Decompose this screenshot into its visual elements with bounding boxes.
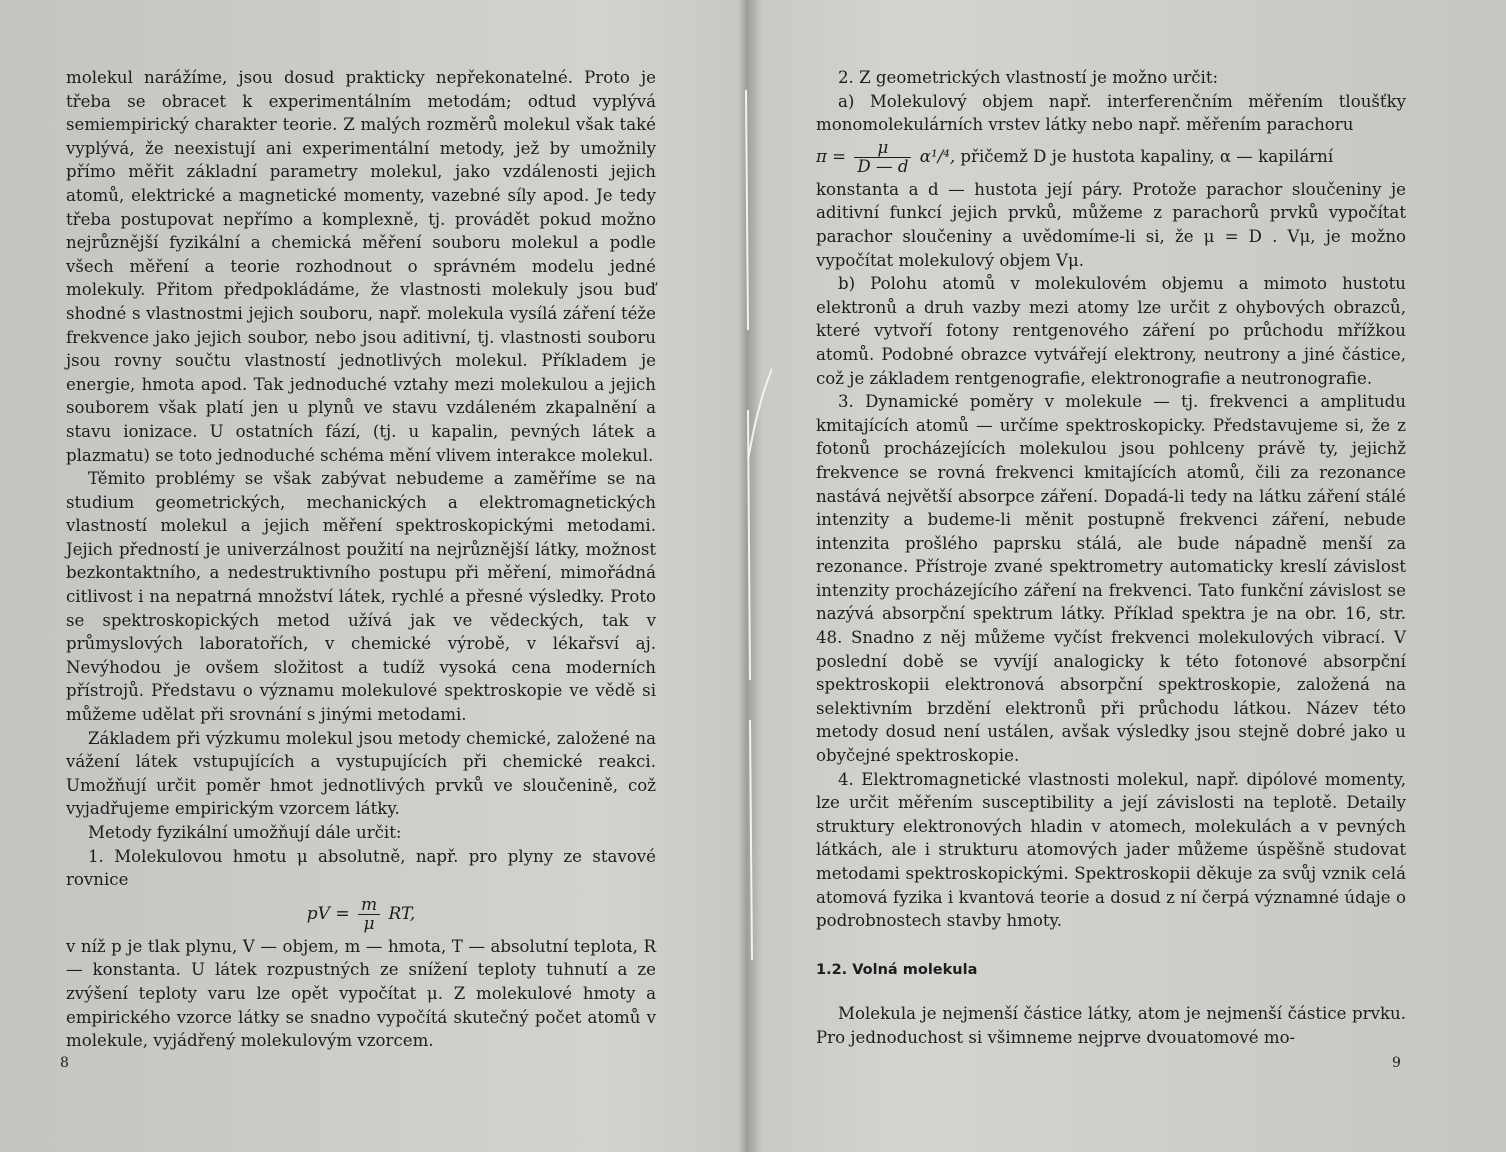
right-page-text: [816, 66, 1406, 1050]
gas-equation: [66, 896, 656, 933]
equation-denominator: μ: [363, 913, 375, 934]
paragraph: Těmito problémy se však zabývat nebudeme a zaměříme se na studium geometrických, mechanických a elektromagnetických vlastností molekul a jejich měření spektroskopickými metodami. Jejich předností je univerzálnost použití na nejrůznější látky, možnost bezkontaktního, a nedestruktivního postupu při měření, mimořádná citlivost i na nepatrná množství látek, rychlé a přesné výsledky. Proto se spektroskopických metod užívá jak ve vědeckých, tak v průmyslových laboratořích, v chemické výrobě, v lékařsví aj. Nevýhodou je ovšem složitost a tudíž vysoká cena moderních přístrojů. Představu o významu molekulové spektroskopie ve vědě si můžeme udělat při srovnání s jinými metodami.: [66, 469, 656, 725]
formula-fraction: [854, 139, 911, 176]
paragraph: 3. Dynamické poměry v molekule — tj. frekvenci a amplitudu kmitajících atomů — určíme spektroskopicky. Představujeme si, že z fotonů procházejících molekulou jsou pohlceny právě ty, jejichž frekvence se rovná frekvenci kmitajících atomů, čili za rezonance nastává největší absorpce záření. Dopadá-li tedy na látku záření stálé intenzity a budeme-li měnit postupně frekvenci záření, nebude intenzita prošlého paprsku stálá, ale bude nápadně menší za rezonance. Přístroje zvané spektrometry automaticky kreslí závislost intenzity procházejícího záření na frekvenci. Tato funkční závislost se nazývá absorpční spektrum látky. Příklad spektra je na obr. 16, str. 48. Snadno z něj můžeme vyčíst frekvenci molekulových vibrací. V poslední době se vyvíjí analogicky k této fotonové absorpční spektroskopii elektronová absorpční spektroskopie, založená na selektivním brzdění elektronů při průchodu látkou. Název této metody dosud není ustálen, avšak výsledky jsou stejně dobré jako u obyčejné spektroskopie.: [816, 392, 1406, 766]
paragraph: v níž p je tlak plynu, V — objem, m — hmota, T — absolutní teplota, R — konstanta. U látek rozpustných ze snížení teploty tuhnutí a ze zvýšení teploty varu lze opět vypočítat μ. Z molekulové hmoty a empirického vzorce látky se snadno vypočítá skutečný počet atomů v molekule, vyjádřený molekulovým vzorcem.: [66, 936, 656, 1051]
formula-denominator: D — d: [857, 156, 909, 176]
paragraph: Základem při výzkumu molekul jsou metody chemické, založené na vážení látek vstupujících a vystupujících při chemické reakci. Umožňují určit poměr hmot jednotlivých prvků ve sloučenině, což vyjadřujeme empirickým vzorcem látky.: [66, 728, 656, 819]
formula-lhs: π =: [816, 146, 847, 166]
paragraph: molekul narážíme, jsou dosud prakticky nepřekonatelné. Proto je třeba se obracet k experimentálním metodám; odtud vyplývá semiempirický charakter teorie. Z malých rozměrů molekul však také vyplývá, že neexistují ani experimentální metody, jež by umožnily přímo měřit základní parametry molekul, jako vzdálenosti jejich atomů, elektrické a magnetické momenty, vazebné síly apod. Je tedy třeba postupovat nepřímo a komplexně, tj. provádět pokud možno nejrůznější fyzikální a chemická měření souboru molekul a podle všech měření a teorie rozhodnout o správném modelu jedné molekuly. Přitom předpokládáme, že vlastnosti molekuly jsou buď shodné s vlastnostmi jejich souboru, např. molekula vysílá záření téže frekvence jako jejich soubor, nebo jsou aditivní, tj. vlastnosti souboru jsou rovny součtu vlastností jednotlivých molekul. Příkladem je energie, hmota apod. Tak jednoduché vztahy mezi molekulou a jejich souborem však platí jen u plynů ve stavu vzdáleném zkapalnění a stavu ionizace. U ostatních fází, (tj. u kapalin, pevných látek a plazmatu) se toto jednoduché schéma mění vlivem interakce molekul.: [66, 68, 656, 465]
equation-rhs: RT,: [388, 903, 416, 924]
paragraph: 4. Elektromagnetické vlastnosti molekul, např. dipólové momenty, lze určit měřením susceptibility a její závislosti na teplotě. Detaily struktury elektronových hladin v atomech, molekulách a v pevných látkách, ale i strukturu atomových jader můžeme úspěšně studovat metodami spektroskopickými. Spektroskopii děkuje za svůj vznik celá atomová fyzika i kvantová teorie a dosud z ní čerpá významné údaje o podrobnostech stavby hmoty.: [816, 769, 1406, 931]
page-number: 9: [1392, 1055, 1401, 1071]
paragraph: konstanta a d — hustota její páry. Protože parachor sloučeniny je aditivní funkcí jejich prvků, můžeme z parachorů prvků vypočítat parachor sloučeniny a uvědomíme-li si, že μ = D . Vμ, je možno vypočítat molekulový objem Vμ.: [816, 179, 1406, 270]
parachor-formula: [816, 139, 1406, 176]
formula-power: α¹/⁴,: [919, 146, 956, 166]
paragraph: 1. Molekulovou hmotu μ absolutně, např. pro plyny ze stavové rovnice: [66, 846, 656, 890]
page-number: 8: [60, 1055, 69, 1071]
section-heading: 1.2. Volná molekula: [816, 961, 978, 978]
formula-numerator: μ: [854, 139, 911, 158]
equation-lhs: pV =: [306, 903, 350, 924]
paragraph: Molekula je nejmenší částice látky, atom je nejmenší částice prvku. Pro jednoduchost si všimneme nejprve dvouatomové mo-: [816, 1004, 1406, 1047]
paragraph: b) Polohu atomů v molekulovém objemu a mimoto hustotu elektronů a druh vazby mezi atomy lze určit z ohybových obrazců, které vytvoří fotony rentgenového záření po průchodu mřížkou atomů. Podobné obrazce vytvářejí elektrony, neutrony a jiné částice, což je základem rentgenografie, elektronografie a neutronografie.: [816, 274, 1406, 388]
left-page-text: [66, 66, 656, 1053]
equation-numerator: m: [358, 896, 380, 915]
paragraph: 2. Z geometrických vlastností je možno určit:: [838, 68, 1219, 87]
paragraph: a) Molekulový objem např. interferenčním měřením tloušťky monomolekulárních vrstev látky nebo např. měřením parachoru: [816, 91, 1406, 135]
right-page: [754, 0, 1506, 1152]
equation-fraction: [358, 896, 380, 933]
formula-rest: přičemž D je hustota kapaliny, α — kapilární: [960, 146, 1334, 166]
left-page: [0, 0, 752, 1152]
paragraph: Metody fyzikální umožňují dále určit:: [88, 823, 402, 842]
